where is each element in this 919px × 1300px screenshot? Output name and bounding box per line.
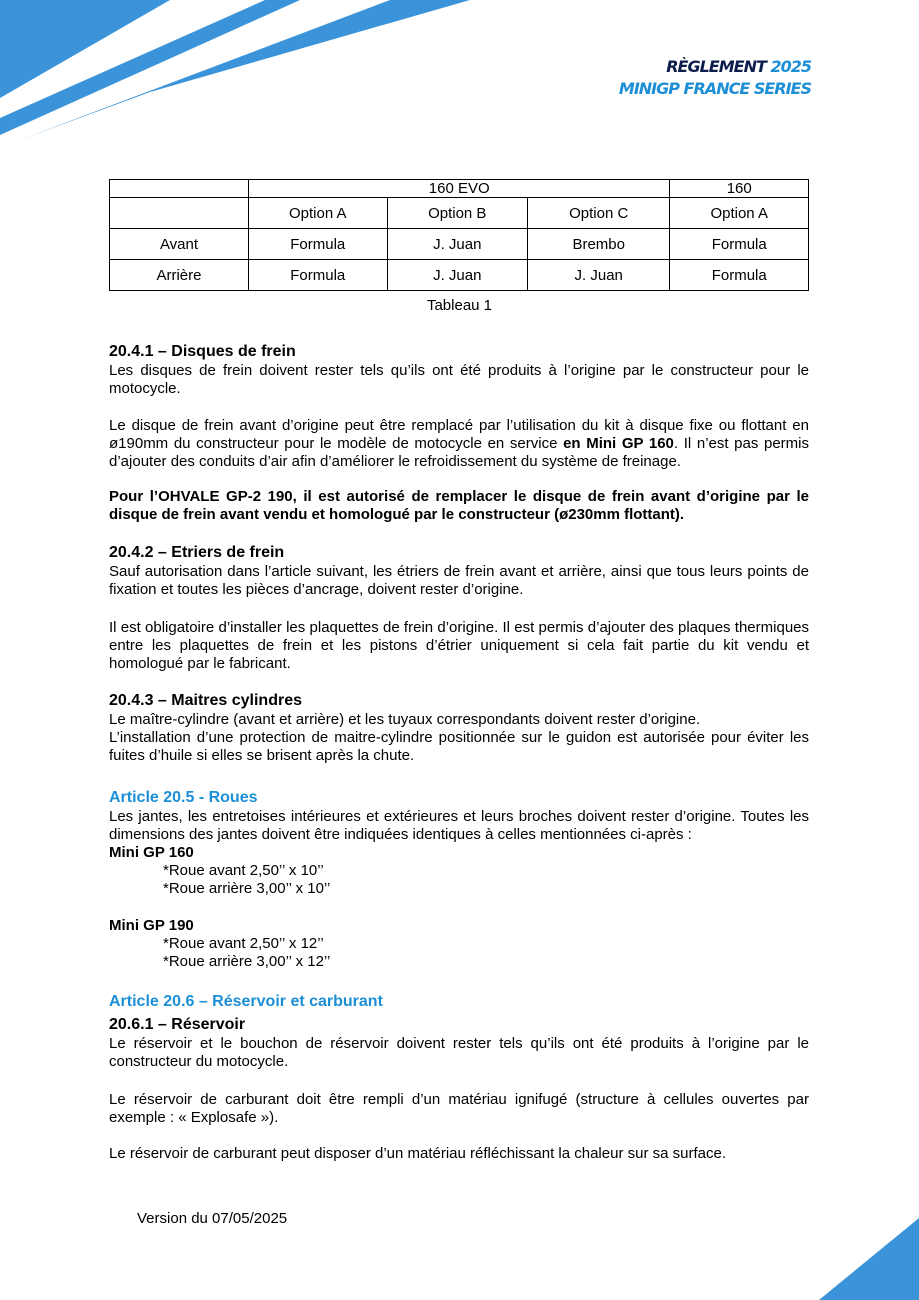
subheading: Mini GP 190 (109, 917, 194, 934)
section-title: 20.4.3 – Maitres cylindres (109, 692, 302, 709)
article-205 (109, 788, 809, 898)
table-cell: Formula (670, 229, 809, 260)
table-row-label: Arrière (110, 260, 249, 291)
table-option-cell: Option C (528, 198, 670, 229)
section-2043 (109, 691, 809, 765)
paragraph: Le maître-cylindre (avant et arrière) et les tuyaux correspondants doivent rester d’origine. (109, 711, 701, 728)
document-header (619, 56, 811, 100)
section-title: 20.4.1 – Disques de frein (109, 343, 296, 360)
article-206 (109, 992, 809, 1071)
table-option-cell: Option A (249, 198, 388, 229)
table-cell: J. Juan (387, 229, 527, 260)
brake-table (109, 179, 809, 291)
list-item: *Roue avant 2,50’’ x 10’’ (163, 862, 324, 879)
table-header-160: 160 (670, 180, 809, 198)
article-title: Article 20.6 – Réservoir et carburant (109, 993, 383, 1010)
list-item: *Roue avant 2,50’’ x 12’’ (163, 935, 324, 952)
list-item: *Roue arrière 3,00’’ x 10’’ (163, 880, 331, 897)
table-cell: Brembo (528, 229, 670, 260)
section-2041 (109, 342, 809, 398)
paragraph: Sauf autorisation dans l’article suivant, les étriers de frein avant et arrière, ainsi que tous leurs points de fixation et toutes les pièces d’ancrage, doivent rester d’origine. (109, 563, 809, 598)
table-cell: Formula (670, 260, 809, 291)
article-title: Article 20.5 - Roues (109, 789, 258, 806)
paragraph: L’installation d’une protection de maitre-cylindre positionnée sur le guidon est autorisée pour éviter les fuites d’huile si elles se brisent après la chute. (109, 729, 809, 764)
table-row (110, 260, 809, 291)
mini190-block (109, 917, 809, 971)
table-cell: Formula (249, 260, 388, 291)
paragraph: Le disque de frein avant d’origine peut être remplacé par l’utilisation du kit à disque fixe ou flottant en ø190mm du constructeur pour le modèle de motocycle en service en Mini GP 160. Il n’est pas permis d’ajouter des conduits d’air afin d’améliorer le refroidissement du système de freinage. (109, 417, 809, 470)
section-title: 20.6.1 – Réservoir (109, 1016, 246, 1033)
list-item: *Roue arrière 3,00’’ x 12’’ (163, 953, 331, 970)
header-series: MINIGP FRANCE SERIES (618, 79, 811, 98)
table-row-label: Avant (110, 229, 249, 260)
paragraph: Les jantes, les entretoises intérieures et extérieures et leurs broches doivent rester d’origine. Toutes les dimensions des jantes doivent être indiquées identiques à celles mentionnées ci-après : (109, 808, 809, 843)
table-cell: J. Juan (528, 260, 670, 291)
footer-version: Version du 07/05/2025 (137, 1210, 288, 1227)
paragraph-bold: Pour l’OHVALE GP-2 190, il est autorisé de remplacer le disque de frein avant d’origine par le disque de frein avant vendu et homologué par le constructeur (ø230mm flottant). (109, 488, 809, 523)
table-header-160evo: 160 EVO (249, 180, 670, 198)
table-cell: Formula (249, 229, 388, 260)
paragraph: Le réservoir de carburant peut disposer d’un matériau réfléchissant la chaleur sur sa surface. (109, 1145, 726, 1162)
paragraph: Le réservoir de carburant doit être rempli d’un matériau ignifugé (structure à cellules ouvertes par exemple : « Explosafe »). (109, 1091, 809, 1126)
header-title: RÈGLEMENT (666, 57, 766, 76)
table-option-cell: Option A (670, 198, 809, 229)
table-row (110, 229, 809, 260)
top-left-stripes-graphic (0, 0, 480, 145)
table-row (110, 180, 809, 198)
table-option-cell: Option B (387, 198, 527, 229)
header-year: 2025 (770, 57, 811, 76)
emphasis-text: en Mini GP 160 (563, 435, 674, 452)
paragraph: Il est obligatoire d’installer les plaquettes de frein d’origine. Il est permis d’ajouter des plaques thermiques entre les plaquettes de frein et les pistons d’étrier uniquement si cela fait partie du kit vendu et homologué par le fabricant. (109, 619, 809, 672)
table-cell: J. Juan (387, 260, 527, 291)
subheading: Mini GP 160 (109, 844, 194, 861)
table-row (110, 198, 809, 229)
paragraph: Le réservoir et le bouchon de réservoir doivent rester tels qu’ils ont été produits à l’origine par le constructeur du motocycle. (109, 1035, 809, 1070)
section-2042 (109, 543, 809, 599)
bottom-right-triangle-graphic (819, 1218, 919, 1300)
paragraph: Les disques de frein doivent rester tels qu’ils ont été produits à l’origine par le constructeur pour le motocycle. (109, 362, 809, 397)
section-title: 20.4.2 – Etriers de frein (109, 544, 285, 561)
table-caption: Tableau 1 (426, 297, 493, 314)
